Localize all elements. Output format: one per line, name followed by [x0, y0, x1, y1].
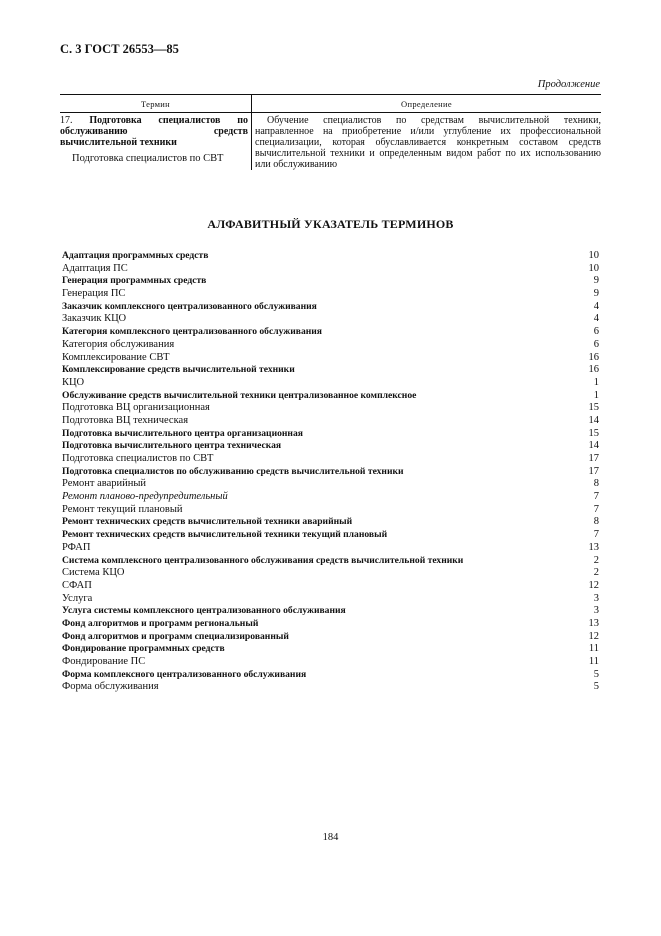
- index-entry-term: Подготовка вычислительного центра организационная: [62, 427, 303, 439]
- index-entry: [62, 681, 599, 694]
- index-entry-term: Ремонт технических средств вычислительной техники аварийный: [62, 516, 353, 528]
- index-entry: [62, 491, 599, 504]
- index-entry-page: 10: [588, 262, 599, 274]
- index-entry-page: 11: [588, 656, 599, 667]
- index-entry: [62, 440, 599, 453]
- index-entry: [62, 605, 599, 618]
- index-entry-page: 14: [588, 414, 599, 426]
- index-entry-term: Система КЦО: [62, 567, 125, 579]
- index-entry: [62, 288, 599, 301]
- index-entry-term: Заказчик КЦО: [62, 313, 127, 325]
- index-entry: [62, 529, 599, 542]
- index-entry: [62, 402, 599, 415]
- index-entry: [62, 656, 599, 669]
- index-entry: [62, 453, 599, 466]
- index-entry-term: Форма комплексного централизованного обслуживания: [62, 668, 307, 680]
- index-entry: [62, 504, 599, 517]
- index-entry-page: 6: [593, 338, 599, 350]
- index-entry-page: 16: [588, 351, 599, 363]
- index-entry-page: 12: [588, 579, 599, 591]
- index-entry: [62, 567, 599, 580]
- index-entry-page: 13: [588, 617, 599, 629]
- index-entry: [62, 580, 599, 593]
- index-entry-term: Заказчик комплексного централизованного обслуживания: [62, 300, 317, 312]
- index-entry-page: 9: [593, 288, 599, 300]
- term-cell: [60, 113, 252, 171]
- index-entry: [62, 326, 599, 339]
- column-header-definition: Определение: [252, 95, 602, 113]
- index-entry: [62, 275, 599, 288]
- index-entry-term: Услуга: [62, 592, 93, 604]
- document-header: С. 3 ГОСТ 26553—85: [60, 42, 179, 56]
- index-entry: [62, 415, 599, 428]
- index-entry-page: 2: [593, 554, 599, 566]
- index-entry: [62, 669, 599, 682]
- index-entry-page: 7: [593, 529, 599, 541]
- index-entry: [62, 377, 599, 390]
- index-entry: [62, 618, 599, 631]
- index-entry-page: 16: [588, 364, 599, 376]
- index-entry-term: Ремонт аварийный: [62, 478, 147, 490]
- index-entry-page: 14: [588, 440, 599, 452]
- index-entry-term: Форма обслуживания: [62, 681, 159, 693]
- index-entry-page: 15: [588, 402, 599, 414]
- index-entry: [62, 516, 599, 529]
- index-entry-term: Комплексирование средств вычислительной техники: [62, 364, 295, 376]
- index-entry-term: КЦО: [62, 376, 85, 388]
- index-entry-term: Подготовка специалистов по СВТ: [62, 453, 214, 464]
- index-entry-page: 2: [593, 567, 599, 579]
- index-entry-term: Комплексирование СВТ: [62, 351, 170, 363]
- index-entry: [62, 555, 599, 568]
- index-entry-term: Генерация ПС: [62, 288, 126, 300]
- index-entry-term: Ремонт технических средств вычислительной техники текущий плановый: [62, 529, 388, 541]
- index-entry-page: 1: [593, 389, 599, 401]
- index-entry-page: 10: [588, 250, 599, 261]
- index-entry-page: 8: [593, 478, 599, 490]
- index-entry-term: Фондирование ПС: [62, 656, 146, 667]
- term-text: Подготовка специалистов по обслуживанию средств: [60, 115, 248, 137]
- term-short-form: Подготовка специалистов по СВТ: [72, 153, 224, 164]
- column-header-term: Термин: [60, 95, 252, 113]
- continuation-label: Продолжение: [537, 79, 600, 90]
- index-entry: [62, 643, 599, 656]
- index-entry-page: 1: [593, 376, 599, 388]
- terms-table: [60, 94, 601, 170]
- index-entry-term: Генерация программных средств: [62, 275, 207, 287]
- term-main-line: [60, 115, 248, 137]
- index-entry-term: СФАП: [62, 579, 92, 591]
- term-text-end: вычислительной техники: [60, 137, 177, 148]
- index-entry: [62, 542, 599, 555]
- index-entry-page: 9: [593, 275, 599, 287]
- index-entry-page: 4: [593, 313, 599, 325]
- index-entry-page: 8: [593, 516, 599, 528]
- definition-text: Обучение специалистов по средствам вычислительной техники, направленное на приобретение и/или углубление их профессиональной специализации, которая обуславливается конкретным составом средств вычислительной техники и определенным видом работ по их использованию или обслуживанию: [255, 115, 601, 170]
- alphabetical-index: [62, 250, 599, 694]
- index-entry: [62, 250, 599, 263]
- index-entry: [62, 428, 599, 441]
- index-entry-term: РФАП: [62, 541, 91, 553]
- index-entry-term: Подготовка ВЦ организационная: [62, 402, 210, 414]
- index-entry-term: Фонд алгоритмов и программ региональный: [62, 617, 259, 629]
- table-row: [60, 113, 601, 171]
- index-entry: [62, 263, 599, 276]
- index-entry-term: Фондирование программных средств: [62, 643, 225, 655]
- index-entry-term: Ремонт планово-предупредительный: [62, 491, 228, 503]
- index-entry-page: 5: [593, 668, 599, 680]
- index-title: АЛФАВИТНЫЙ УКАЗАТЕЛЬ ТЕРМИНОВ: [207, 217, 454, 231]
- term-number: 17.: [60, 115, 73, 126]
- index-entry-page: 11: [588, 643, 599, 655]
- index-entry: [62, 301, 599, 314]
- index-entry-page: 4: [593, 300, 599, 312]
- index-entry-term: Ремонт текущий плановый: [62, 503, 183, 515]
- index-entry-term: Система комплексного централизованного обслуживания средств вычислительной техники: [62, 554, 464, 566]
- index-entry: [62, 593, 599, 606]
- index-entry-page: 3: [593, 592, 599, 604]
- index-entry-term: Подготовка ВЦ техническая: [62, 414, 189, 426]
- index-entry-term: Услуга системы комплексного централизованного обслуживания: [62, 605, 346, 617]
- page-number: 184: [322, 832, 339, 843]
- index-entry-term: Подготовка специалистов по обслуживанию средств вычислительной техники: [62, 465, 404, 477]
- index-entry-term: Подготовка вычислительного центра техническая: [62, 440, 282, 452]
- index-entry: [62, 339, 599, 352]
- index-entry-page: 17: [588, 453, 599, 464]
- index-entry-term: Категория обслуживания: [62, 338, 175, 350]
- index-entry-page: 7: [593, 491, 599, 503]
- index-entry: [62, 478, 599, 491]
- index-entry-page: 15: [588, 427, 599, 439]
- index-entry: [62, 390, 599, 403]
- index-entry-term: Фонд алгоритмов и программ специализированный: [62, 630, 289, 642]
- index-entry-page: 6: [593, 326, 599, 338]
- index-entry-page: 7: [593, 503, 599, 515]
- index-entry-page: 12: [588, 630, 599, 642]
- index-entry: [62, 364, 599, 377]
- index-entry-page: 17: [588, 465, 599, 477]
- index-entry: [62, 313, 599, 326]
- index-entry-term: Обслуживание средств вычислительной техники централизованное комплексное: [62, 389, 417, 401]
- definition-cell: [252, 113, 602, 171]
- index-entry-term: Адаптация ПС: [62, 262, 128, 274]
- index-entry: [62, 352, 599, 365]
- index-entry-page: 13: [588, 541, 599, 553]
- table-header-row: [60, 95, 601, 113]
- index-entry: [62, 631, 599, 644]
- index-entry-page: 5: [593, 681, 599, 693]
- index-entry-term: Категория комплексного централизованного обслуживания: [62, 326, 322, 338]
- index-entry-term: Адаптация программных средств: [62, 250, 209, 261]
- index-entry: [62, 466, 599, 479]
- index-entry-page: 3: [593, 605, 599, 617]
